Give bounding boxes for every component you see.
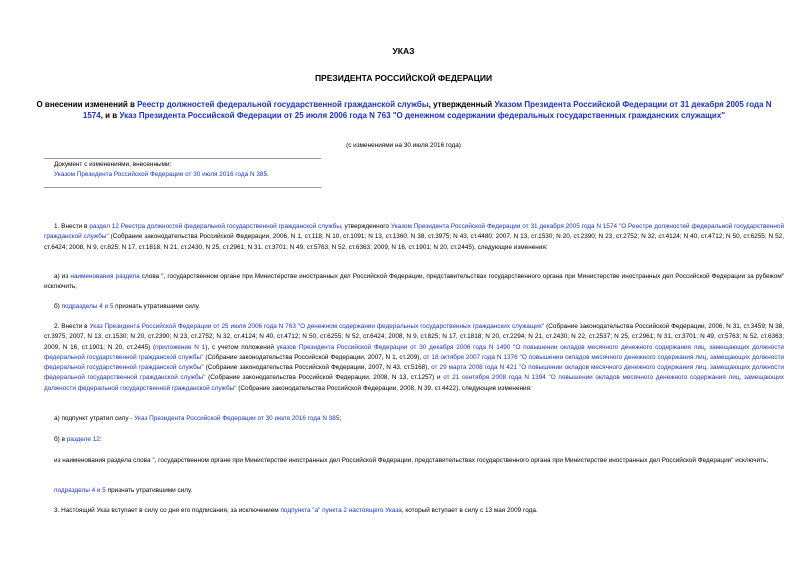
decree-421-link[interactable]: от 29 марта 2008 года N 421 "О повышении окладов месячного денежного содержания лиц, замещающих должности федеральной государственной гражданской службы" <box>44 364 784 382</box>
paragraph-text: 2. Внести в <box>54 323 90 330</box>
decree-1574-ref-link[interactable]: Указом Президента Российской Федерации от 31 декабря 2005 года N 1574 "О Реестре должностей федеральной государственной гражданской службы" <box>44 223 785 241</box>
amendments-tail: . <box>267 171 269 178</box>
paragraph-3 <box>44 506 784 516</box>
paragraph-text: 1. Внести в <box>54 223 90 230</box>
decree-1490-link[interactable]: указов Президента Российской Федерации от 30 декабря 2006 года N 1490 "О повышении окладов месячного денежного содержания лиц, замещающих должности федеральной государственной гражданской службы" <box>44 343 784 361</box>
issuer-heading: ПРЕЗИДЕНТА РОССИЙСКОЙ ФЕДЕРАЦИИ <box>314 73 493 83</box>
subparagraph-1a <box>44 272 784 293</box>
decree-385-ref-link[interactable]: Указ Президента Российской Федерации от 30 июля 2016 года N 385 <box>134 415 340 422</box>
paragraph-1 <box>44 222 784 253</box>
paragraph-text: (Собрание законодательства Российской Федерации, 2007, N 43, ст.5168), <box>203 364 432 372</box>
document-title <box>28 99 780 121</box>
title-text: , утвержденный <box>428 100 495 109</box>
title-text: , и в <box>100 111 120 120</box>
section-name-link[interactable]: наименования раздела <box>70 273 140 280</box>
amendments-item <box>44 170 321 180</box>
subparagraph-2b <box>44 435 784 445</box>
changes-note: (с изменениями на 30 июля 2016 года) <box>346 142 461 149</box>
subparagraph-2b-item2 <box>44 486 784 496</box>
paragraph-text: ; <box>339 415 342 422</box>
subsections-link[interactable]: подразделы 4 и 5 <box>61 303 114 310</box>
section-12-link[interactable]: раздел 12 Реестра должностей федеральной государственной гражданской службы <box>89 223 341 230</box>
subparagraph-1b <box>44 302 784 312</box>
decree-1376-link[interactable]: от 18 октября 2007 года N 1376 "О повышении окладов месячного денежного содержания лиц, замещающих должности федеральной государственной гражданской службы" <box>44 353 784 372</box>
decree-1574-link[interactable]: Указом Президента Российской Федерации от 31 декабря 2005 года N 1574 <box>82 100 772 120</box>
register-link[interactable]: Реестр должностей федеральной государственной гражданской службы <box>137 100 429 109</box>
title-text: О внесении изменений в <box>36 100 138 109</box>
paragraph-text: : <box>99 436 102 443</box>
decree-1394-link[interactable]: от 21 сентября 2008 года N 1394 "О повышении окладов месячного денежного содержания лиц, замещающих должности федеральной государственной гражданской службы" <box>44 374 784 392</box>
paragraph-2 <box>44 322 784 394</box>
decree-385-link[interactable]: Указом Президента Российской Федерации от 30 июля 2016 года N 385 <box>54 171 267 178</box>
paragraph-text: признать утратившими силу. <box>105 487 193 494</box>
paragraph-text: а) из <box>54 273 71 280</box>
paragraph-text: а) подпункт утратил силу - <box>54 415 135 422</box>
decree-763-link[interactable]: Указ Президента Российской Федерации от 25 июля 2006 года N 763 "О денежном содержании федеральных государственных гражданских служащих" <box>119 111 726 120</box>
paragraph-text: (Собрание законодательства Российской Федерации, 2006, N 31, ст.3459; N 38, ст.3975; 2007, N 13, ст.1530; N 20, ст.2390; N 23, ст.2752; N 32, ст.4124; N 40, ст.4712; N 50, ст.6255; N 52, ст.6424; 2008, N 9, ст.825; N 17, ст.1818; N 20, ст.2294; N 21, ст.2430; N 22, ст.2537; N 25, ст.2961; N 31, ст.3701; N 49, ст.5763; N 52, ст.6363; 2009, N 16, ст.1901; N 20, ст.2445) ( <box>44 323 784 351</box>
subparagraph-2a <box>44 414 784 424</box>
subparagraph-2b-item1: из наименования раздела слова ", государственном органе при Министерстве иностранных дел Российской Федерации, представительствах государственного органа при Министерстве иностранных дел Российской Федерации" исключить; <box>54 457 769 464</box>
paragraph-text: б) в <box>54 436 67 443</box>
paragraph-text: (Собрание законодательства Российской Федерации, 2008, N 13, ст.1257) и <box>205 374 444 382</box>
appendix-1-link[interactable]: приложение N 1 <box>155 343 206 351</box>
paragraph-text: 3. Настоящий Указ вступает в силу со дня его подписания, за исключением <box>54 507 281 514</box>
paragraph-text: б) <box>54 303 62 310</box>
paragraph-text: (Собрание законодательства Российской Федерации, 2007, N 1, ст.209), <box>203 353 424 361</box>
decree-763-ref-link[interactable]: Указ Президента Российской Федерации от 25 июля 2006 года N 763 "О денежном содержании федеральных государственных гражданских служащих" <box>89 323 545 330</box>
amendments-label: Документ с изменениями, внесенными: <box>54 161 172 168</box>
paragraph-text: ), с учетом положений <box>205 343 277 351</box>
section-12-ref-link[interactable]: разделе 12 <box>66 436 100 443</box>
paragraph-text: слова ", государственном органе при Министерстве иностранных дел Российской Федерации, представительствах государственного органа при Министерстве иностранных дел Российской Федерации за рубежом" исключить; <box>44 273 785 291</box>
paragraph-text: (Собрание законодательства Российской Федерации, 2006, N 1, ст.118; N 10, ст.1091; N 13, ст.1360; N 38, ст.3975; N 43, ст.4480; 2007, N 13, ст.1530; N 20, ст.2390; N 23, ст.2752; N 32, ст.4124; N 40, ст.4712; N 50, ст.6255; N 52, ст.6424; 2008, N 9, ст.825; N 17, ст.1818; N 21, ст.2430, N 25, ст.2961; N 31, ст.3701; N 49, ст.5763; N 52, ст.6363; 2009, N 16, ст.1901; N 20, ст.2445), следующие изменения: <box>44 233 784 251</box>
decree-heading: УКАЗ <box>392 46 415 56</box>
amendments-box <box>44 158 321 188</box>
paragraph-text: признать утратившими силу. <box>113 303 200 310</box>
subsections-ref-link[interactable]: подразделы 4 и 5 <box>54 487 106 494</box>
subparagraph-a-link[interactable]: подпункта "а" пункта 2 настоящего Указа <box>280 507 402 514</box>
paragraph-text: (Собрание законодательства Российской Федерации, 2008, N 39, ст.4422), следующие изменения: <box>236 384 532 392</box>
paragraph-text: , который вступает в силу с 13 мая 2009 года. <box>401 507 538 514</box>
paragraph-text: , утвержденного <box>340 223 391 230</box>
